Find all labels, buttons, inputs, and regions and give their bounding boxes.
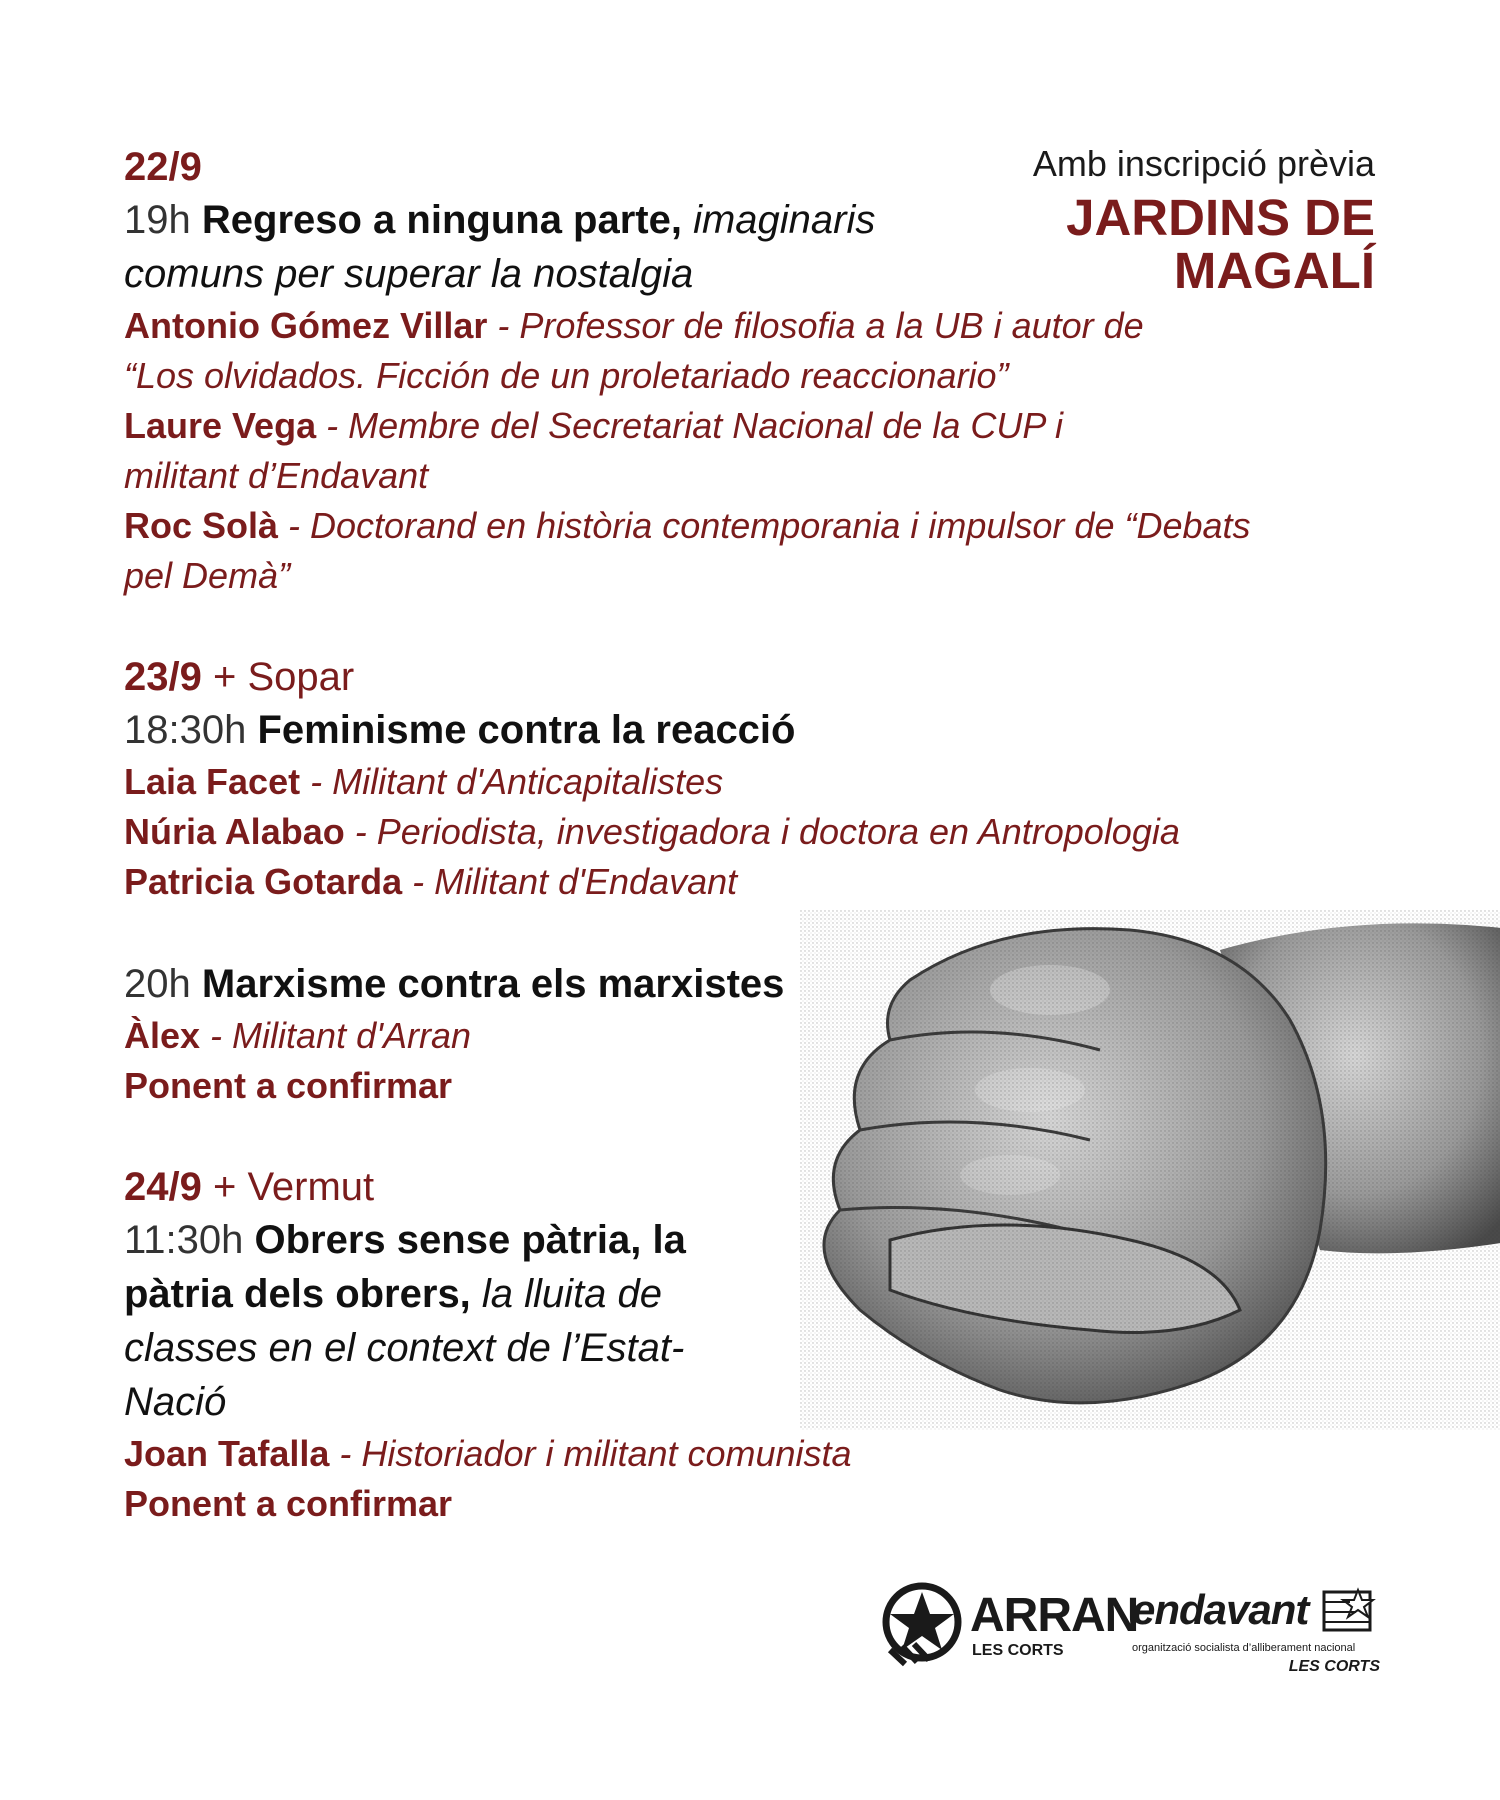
speaker-desc: - Militant d'Anticapitalistes — [300, 761, 724, 802]
day-date: 23/9 — [124, 655, 202, 699]
speaker-desc: - Militant d'Endavant — [402, 861, 738, 902]
speaker-name: Joan Tafalla — [124, 1433, 330, 1474]
speaker-name: Núria Alabao — [124, 811, 345, 852]
talk-name: Obrers sense pàtria, la pàtria dels obrers, — [124, 1218, 686, 1316]
talk-name: Feminisme contra la reacció — [257, 708, 796, 752]
talk-time: 19h — [124, 198, 191, 242]
talk-subtitle: la lluita de classes en el context de l’Estat-Nació — [124, 1272, 685, 1424]
speaker-name: Ponent a confirmar — [124, 1065, 453, 1106]
day-header — [124, 141, 1354, 193]
speaker — [124, 1429, 1354, 1479]
venue-name-line1: JARDINS DE — [1066, 189, 1375, 246]
talk-time: 18:30h — [124, 708, 247, 752]
talk-title — [124, 193, 984, 301]
talk-subtitle: imaginaris comuns per superar la nostalgia — [124, 198, 876, 296]
venue-name-line2: MAGALÍ — [1173, 242, 1375, 299]
speaker-name: Laure Vega — [124, 405, 317, 446]
speaker — [124, 757, 1354, 807]
speaker-name: Àlex — [124, 1015, 201, 1056]
speaker-desc: - Periodista, investigadora i doctora en Antropologia — [344, 811, 1180, 852]
talk-title — [124, 1213, 774, 1429]
organization-logos — [880, 1580, 1380, 1690]
day-extra: + Sopar — [201, 655, 355, 699]
day-date: 22/9 — [124, 145, 202, 189]
endavant-flag-icon — [1320, 1586, 1376, 1636]
speaker — [124, 1479, 1354, 1529]
speaker — [124, 501, 1264, 601]
talk-name: Marxisme contra els marxistes — [201, 962, 785, 1006]
speaker-name: Roc Solà — [124, 505, 289, 546]
speaker-desc: - Professor de filosofia a la UB i autor de “Los olvidados. Ficción de un proletariado reaccionario” — [124, 305, 1144, 396]
talk-time: 11:30h — [124, 1218, 244, 1262]
day-header — [124, 651, 1354, 703]
endavant-logo-text: endavant — [1132, 1586, 1309, 1633]
talk-time: 20h — [124, 962, 191, 1006]
speaker-name: Antonio Gómez Villar — [124, 305, 488, 346]
endavant-logo-sub: organització socialista d’alliberament nacional — [1132, 1642, 1356, 1654]
talk-name: Regreso a ninguna parte, — [201, 198, 682, 242]
speaker — [124, 301, 1154, 401]
talk-title — [124, 703, 1354, 757]
arran-logo-sub: LES CORTS — [972, 1642, 1064, 1659]
registration-note: Amb inscripció prèvia — [1032, 143, 1375, 184]
endavant-logo-sub2: LES CORTS — [1288, 1658, 1380, 1675]
fist-illustration — [800, 910, 1500, 1430]
speaker-desc: - Historiador i militant comunista — [329, 1433, 852, 1474]
speaker-name: Patricia Gotarda — [124, 861, 403, 902]
arran-logo-text: ARRAN — [970, 1589, 1139, 1642]
speaker — [124, 807, 1354, 857]
arran-star-icon — [880, 1580, 970, 1670]
speaker — [124, 401, 1084, 501]
speaker — [124, 857, 1354, 907]
speaker-desc: - Doctorand en història contemporania i impulsor de “Debats pel Demà” — [124, 505, 1251, 596]
day-date: 24/9 — [124, 1165, 202, 1209]
speaker-name: Laia Facet — [124, 761, 301, 802]
speaker-desc: - Membre del Secretariat Nacional de la CUP i militant d’Endavant — [124, 405, 1064, 496]
speaker-desc: - Militant d'Arran — [200, 1015, 471, 1056]
day-extra: + Vermut — [201, 1165, 375, 1209]
speaker-name: Ponent a confirmar — [124, 1483, 453, 1524]
